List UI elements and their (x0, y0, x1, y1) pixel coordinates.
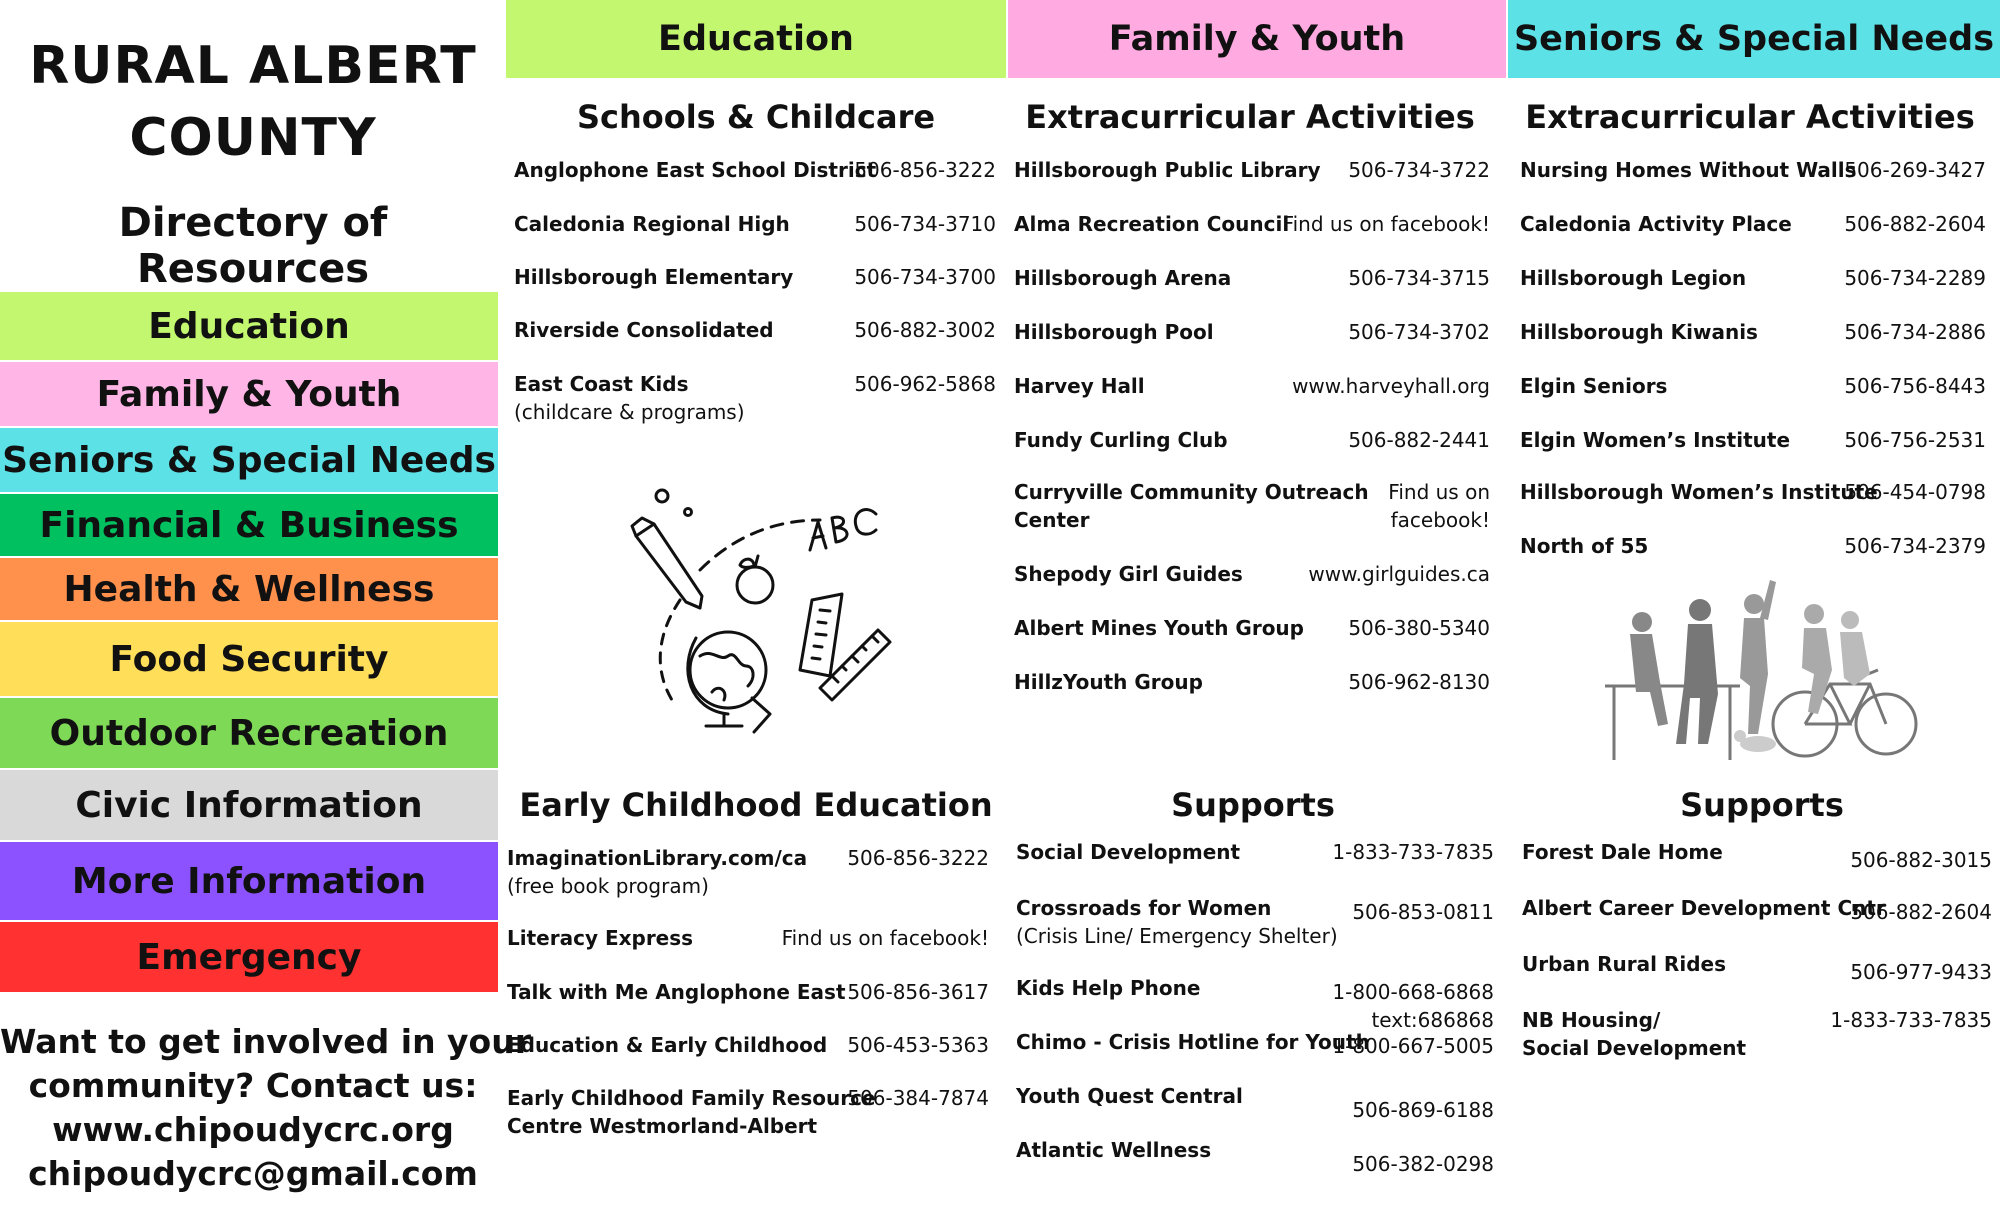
entry-contact-value[interactable]: 506-734-2886 (1844, 320, 1986, 344)
entry-contact[interactable] (854, 263, 996, 291)
education-section1-entry (514, 156, 996, 184)
entry-name-line-2: Center (1014, 508, 1090, 532)
entry-contact[interactable] (1844, 372, 1986, 400)
entry-name: NB Housing/ (1522, 1008, 1661, 1032)
entry-name: Shepody Girl Guides (1014, 562, 1243, 586)
entry-contact[interactable] (854, 156, 996, 184)
entry-name: Curryville Community Outreach (1014, 480, 1369, 504)
entry-contact[interactable] (1348, 156, 1490, 184)
seniors-section2-entry (1522, 1006, 1992, 1062)
education-section1-entry (514, 316, 996, 344)
entry-name: Social Development (1016, 840, 1241, 864)
entry-contact[interactable] (1348, 264, 1490, 292)
entry-contact[interactable] (854, 316, 996, 344)
seniors-section2-entry (1522, 950, 1992, 984)
entry-contact[interactable] (1352, 1150, 1494, 1178)
contact-website[interactable]: www.chipoudycrc.org (52, 1110, 454, 1149)
seniors-section1-entry (1520, 426, 1986, 454)
entry-name: Albert Mines Youth Group (1014, 616, 1304, 640)
entry-contact[interactable] (1844, 478, 1986, 506)
education-section1-entry (514, 210, 996, 238)
entry-contact[interactable] (1348, 668, 1490, 696)
entry-contact-value[interactable]: 506-734-2379 (1844, 534, 1986, 558)
education-section2-entry (507, 978, 989, 1006)
entry-name: North of 55 (1520, 534, 1649, 558)
entry-name: Caledonia Activity Place (1520, 212, 1792, 236)
entry-name: Youth Quest Central (1016, 1084, 1243, 1108)
menu-item-family-youth[interactable]: Family & Youth (0, 362, 498, 426)
entry-contact[interactable] (1844, 426, 1986, 454)
entry-contact-value[interactable]: 506-453-5363 (847, 1033, 989, 1057)
seniors-section1-entry (1520, 532, 1986, 560)
seniors-section2-entry (1522, 838, 1992, 872)
entry-contact[interactable] (847, 978, 989, 1006)
entry-contact-value[interactable]: 506-756-8443 (1844, 374, 1986, 398)
entry-contact[interactable] (782, 924, 989, 952)
entry-name: Elgin Seniors (1520, 374, 1668, 398)
entry-name: Literacy Express (507, 926, 694, 950)
entry-contact[interactable] (847, 1031, 989, 1059)
menu-item-food-security[interactable]: Food Security (0, 622, 498, 696)
entry-contact[interactable] (1830, 1006, 1992, 1034)
entry-contact[interactable] (1332, 1032, 1494, 1060)
entry-name: Forest Dale Home (1522, 840, 1723, 864)
seniors-section1-entry (1520, 372, 1986, 400)
entry-name: East Coast Kids (514, 372, 689, 396)
entry-contact[interactable] (854, 210, 996, 238)
entry-contact-value[interactable]: 506-962-8130 (1348, 670, 1490, 694)
entry-contact-value[interactable]: 506-454-0798 (1844, 480, 1986, 504)
entry-note: (childcare & programs) (514, 400, 745, 424)
entry-contact[interactable] (1844, 210, 1986, 238)
family-section2-entry (1016, 974, 1494, 1032)
entry-name: HillzYouth Group (1014, 670, 1203, 694)
entry-contact[interactable] (1308, 560, 1490, 588)
entry-name: Fundy Curling Club (1014, 428, 1228, 452)
family-section2-entry (1016, 894, 1494, 950)
entry-name: Kids Help Phone (1016, 976, 1201, 1000)
entry-contact[interactable] (1332, 838, 1494, 866)
entry-name: Crossroads for Women (1016, 896, 1272, 920)
entry-contact-value[interactable]: 506-734-3700 (854, 265, 996, 289)
entry-contact-value[interactable]: 1-833-733-7835 (1332, 840, 1494, 864)
menu-item-education[interactable]: Education (0, 292, 498, 360)
entry-contact-value-2[interactable]: text:686868 (1371, 1008, 1494, 1032)
contact-line-2: community? Contact us: (28, 1066, 478, 1105)
seniors-activity-icon (1600, 574, 1920, 760)
entry-contact-value[interactable]: 506-382-0298 (1352, 1152, 1494, 1176)
menu-item-civic-information[interactable]: Civic Information (0, 770, 498, 840)
family-section2-entry (1016, 1028, 1494, 1056)
family-youth-column-header: Family & Youth (1008, 0, 1506, 78)
seniors-section1-entry (1520, 210, 1986, 238)
entry-contact-value[interactable]: 506-869-6188 (1352, 1098, 1494, 1122)
entry-contact[interactable] (1348, 426, 1490, 454)
entry-contact-value[interactable]: Find us on (1388, 480, 1490, 504)
entry-contact[interactable] (1844, 318, 1986, 346)
entry-contact-value[interactable]: 506-734-3710 (854, 212, 996, 236)
family-section2-entry (1016, 838, 1494, 866)
entry-contact-value[interactable]: 506-882-2604 (1844, 212, 1986, 236)
education-section2-entry (507, 1084, 989, 1140)
entry-name: Harvey Hall (1014, 374, 1145, 398)
entry-contact[interactable] (1292, 372, 1490, 400)
entry-name: Anglophone East School District (514, 158, 877, 182)
entry-name: Hillsborough Kiwanis (1520, 320, 1758, 344)
entry-name: Hillsborough Arena (1014, 266, 1232, 290)
entry-name: ImaginationLibrary.com/ca (507, 846, 808, 870)
entry-contact[interactable] (1844, 264, 1986, 292)
education-section1-entry (514, 370, 996, 426)
entry-name: Hillsborough Legion (1520, 266, 1747, 290)
entry-contact-value[interactable]: 506-856-3222 (847, 846, 989, 870)
entry-contact-value[interactable]: 1-800-667-5005 (1332, 1034, 1494, 1058)
entry-contact-value[interactable]: 506-882-2604 (1850, 900, 1992, 924)
entry-contact-value[interactable]: www.harveyhall.org (1292, 374, 1490, 398)
entry-note: (free book program) (507, 874, 709, 898)
entry-contact-value[interactable]: 506-962-5868 (854, 372, 996, 396)
entry-contact-value[interactable]: 506-882-3002 (854, 318, 996, 342)
entry-contact[interactable] (847, 844, 989, 872)
family-section2-entry (1016, 1082, 1494, 1122)
seniors-column-header: Seniors & Special Needs (1508, 0, 2000, 78)
entry-contact[interactable] (1850, 898, 1992, 926)
entry-name: Talk with Me Anglophone East (507, 980, 846, 1004)
family-section1-entry (1014, 372, 1490, 400)
entry-contact-value[interactable]: Find us on facebook! (781, 926, 989, 950)
entry-contact[interactable] (1388, 478, 1490, 534)
entry-contact-value[interactable]: 506-269-3427 (1844, 158, 1986, 182)
entry-name: Albert Career Development Cntr (1522, 896, 1886, 920)
entry-name: Urban Rural Rides (1522, 952, 1726, 976)
education-section2-entry (507, 1031, 989, 1059)
education-column-header: Education (506, 0, 1006, 78)
menu-item-seniors-special-needs[interactable]: Seniors & Special Needs (0, 428, 498, 492)
seniors-extracurricular-title: Extracurricular Activities (1525, 98, 1975, 136)
entry-name: Riverside Consolidated (514, 318, 774, 342)
entry-name: Hillsborough Pool (1014, 320, 1214, 344)
entry-contact-value[interactable]: 506-882-3015 (1850, 848, 1992, 872)
entry-name: Chimo - Crisis Hotline for Youth (1016, 1030, 1370, 1054)
entry-name-line-2: Social Development (1522, 1036, 1747, 1060)
entry-name: Education & Early Childhood (507, 1033, 828, 1057)
entry-contact[interactable] (1844, 156, 1986, 184)
entry-contact-value[interactable]: 506-380-5340 (1348, 616, 1490, 640)
contact-line-1: Want to get involved in your (0, 1022, 531, 1061)
seniors-supports-title: Supports (1680, 786, 1844, 824)
menu-item-health-wellness[interactable]: Health & Wellness (0, 558, 498, 620)
entry-contact[interactable] (1352, 1096, 1494, 1124)
title-line-1: RURAL ALBERT (29, 36, 477, 96)
entry-contact[interactable] (1332, 978, 1494, 1034)
entry-contact-value[interactable]: www.girlguides.ca (1308, 562, 1490, 586)
entry-name: Elgin Women’s Institute (1520, 428, 1791, 452)
menu-item-more-information[interactable]: More Information (0, 842, 498, 920)
family-section1-entry (1014, 614, 1490, 642)
entry-contact-value-2[interactable]: facebook! (1390, 508, 1490, 532)
family-section1-entry (1014, 318, 1490, 346)
entry-contact[interactable] (1352, 898, 1494, 926)
family-section1-entry (1014, 210, 1490, 238)
schools-childcare-title: Schools & Childcare (576, 98, 936, 136)
entry-name: Hillsborough Elementary (514, 265, 794, 289)
entry-contact-value[interactable]: 506-384-7874 (847, 1086, 989, 1110)
menu-item-emergency[interactable]: Emergency (0, 922, 498, 992)
menu-item-financial-business[interactable]: Financial & Business (0, 494, 498, 556)
family-section1-entry (1014, 560, 1490, 588)
seniors-section1-entry (1520, 156, 1986, 184)
school-supplies-icon (620, 470, 900, 740)
entry-contact[interactable] (1348, 614, 1490, 642)
entry-contact-value[interactable]: 506-734-3722 (1348, 158, 1490, 182)
entry-contact[interactable] (847, 1084, 989, 1112)
entry-contact[interactable] (1283, 210, 1490, 238)
entry-contact-value[interactable]: 506-734-3715 (1348, 266, 1490, 290)
entry-contact-value[interactable]: 1-800-668-6868 (1332, 980, 1494, 1004)
entry-contact-value[interactable]: 506-977-9433 (1850, 960, 1992, 984)
entry-contact-value[interactable]: 506-734-3702 (1348, 320, 1490, 344)
entry-name: Hillsborough Public Library (1014, 158, 1321, 182)
seniors-section1-entry (1520, 478, 1986, 506)
entry-contact-value[interactable]: 1-833-733-7835 (1830, 1008, 1992, 1032)
seniors-section1-entry (1520, 318, 1986, 346)
entry-name-line-2: Centre Westmorland-Albert (507, 1114, 818, 1138)
entry-contact[interactable] (1844, 532, 1986, 560)
entry-contact[interactable] (854, 370, 996, 398)
entry-contact-value[interactable]: 506-756-2531 (1844, 428, 1986, 452)
early-childhood-title: Early Childhood Education (519, 786, 993, 824)
entry-name: Atlantic Wellness (1016, 1138, 1212, 1162)
entry-contact[interactable] (1348, 318, 1490, 346)
entry-contact-value[interactable]: 506-853-0811 (1352, 900, 1494, 924)
entry-contact-value[interactable]: 506-734-2289 (1844, 266, 1986, 290)
entry-name: Hillsborough Women’s Institute (1520, 480, 1878, 504)
page-subtitle: Directory of Resources (118, 200, 388, 292)
entry-note: (Crisis Line/ Emergency Shelter) (1016, 924, 1338, 948)
title-line-2: COUNTY (129, 108, 377, 168)
entry-contact-value[interactable]: 506-856-3617 (847, 980, 989, 1004)
family-extracurricular-title: Extracurricular Activities (1025, 98, 1475, 136)
education-section2-entry (507, 924, 989, 952)
family-section1-entry (1014, 426, 1490, 454)
family-section1-entry (1014, 156, 1490, 184)
entry-contact-value[interactable]: Find us on facebook! (1282, 212, 1490, 236)
entry-contact-value[interactable]: 506-882-2441 (1348, 428, 1490, 452)
family-section1-entry (1014, 668, 1490, 696)
entry-contact-value[interactable]: 506-856-3222 (854, 158, 996, 182)
entry-name: Alma Recreation Council (1014, 212, 1290, 236)
page-title (0, 30, 506, 174)
education-section2-entry (507, 844, 989, 900)
entry-contact[interactable] (1850, 846, 1992, 874)
family-section1-entry (1014, 264, 1490, 292)
entry-name: Caledonia Regional High (514, 212, 790, 236)
contact-email[interactable]: chipoudycrc@gmail.com (28, 1154, 478, 1193)
entry-contact[interactable] (1850, 958, 1992, 986)
seniors-section2-entry (1522, 894, 1992, 922)
seniors-section1-entry (1520, 264, 1986, 292)
education-section1-entry (514, 263, 996, 291)
entry-name: Nursing Homes Without Walls (1520, 158, 1857, 182)
family-section2-entry (1016, 1136, 1494, 1176)
entry-name: Early Childhood Family Resource (507, 1086, 876, 1110)
contact-block (0, 1020, 531, 1196)
menu-item-outdoor-recreation[interactable]: Outdoor Recreation (0, 698, 498, 768)
family-supports-title: Supports (1171, 786, 1335, 824)
family-section1-entry (1014, 478, 1490, 534)
